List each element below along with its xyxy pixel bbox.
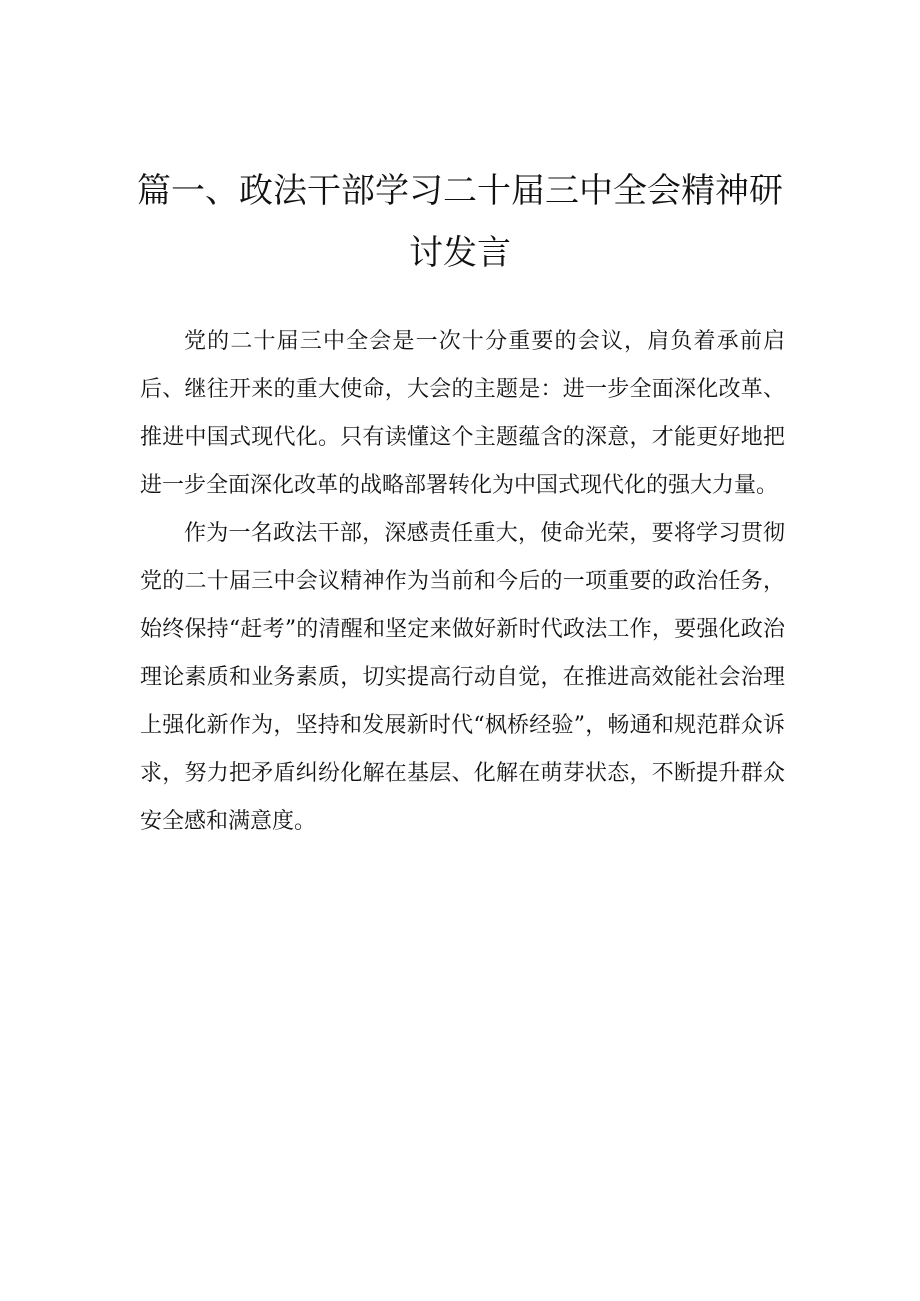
paragraph-2: 作为一名政法干部，深感责任重大，使命光荣，要将学习贯彻党的二十届三中会议精神作为当前和今后的一项重要的政治任务，始终保持“赶考”的清醒和坚定来做好新时代政法工作，要强化政治理论素质和业务素质，切实提高行动自觉，在推进高效能社会治理上强化新作为，坚持和发展新时代“枫桥经验”，畅通和规范群众诉求，努力把矛盾纠纷化解在基层、化解在萌芽状态，不断提升群众安全感和满意度。 — [140, 521, 785, 834]
document-title: 篇一、政法干部学习二十届三中全会精神研讨发言 — [137, 171, 783, 273]
paragraph-1: 党的二十届三中全会是一次十分重要的会议，肩负着承前启后、继往开来的重大使命，大会的主题是：进一步全面深化改革、推进中国式现代化。只有读懂这个主题蕴含的深意，才能更好地把进一步全面深化改革的战略部署转化为中国式现代化的强大力量。 — [140, 329, 785, 498]
document-body — [140, 318, 785, 846]
